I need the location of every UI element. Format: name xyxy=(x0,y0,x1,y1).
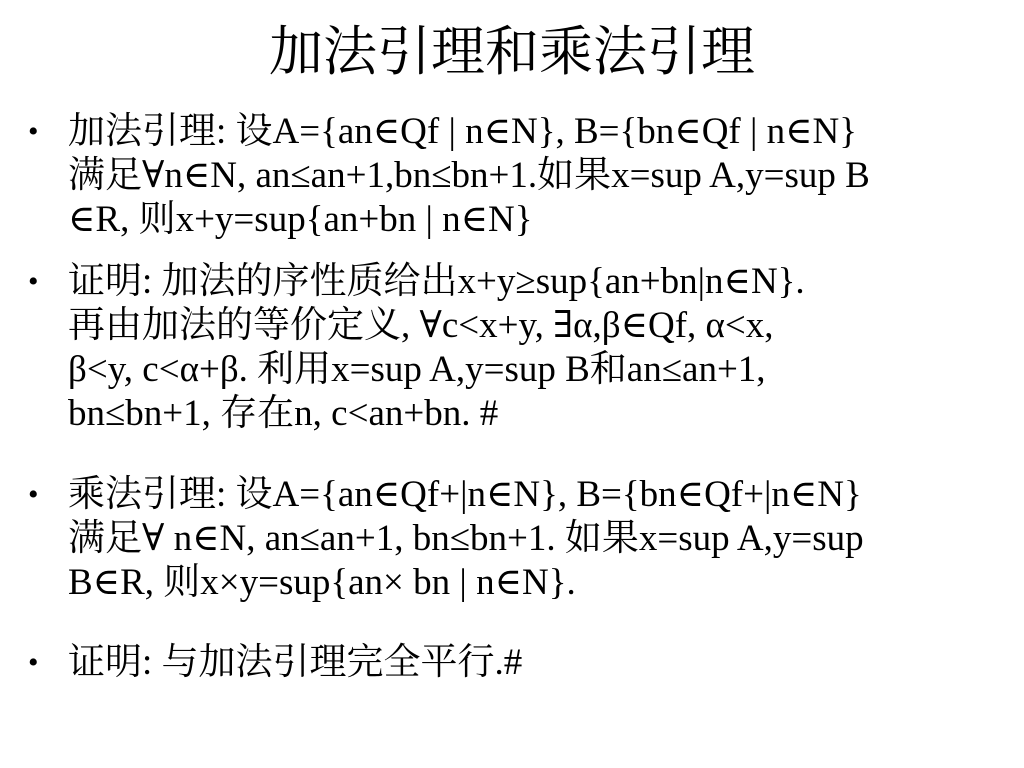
bullet-line: 证明: 加法的序性质给出x+y≥sup{an+bn|n∈N}. xyxy=(68,261,805,302)
bullet-dot: • xyxy=(28,265,39,298)
bullet-dot: • xyxy=(28,115,39,148)
bullet-line: B∈R, 则x×y=sup{an× bn | n∈N}. xyxy=(68,562,576,603)
slide-title: 加法引理和乘法引理 xyxy=(269,22,755,82)
bullet-text xyxy=(68,110,1008,242)
bullet-line: bn≤bn+1, 存在n, c<an+bn. # xyxy=(68,393,499,434)
bullet-line: ∈R, 则x+y=sup{an+bn | n∈N} xyxy=(68,199,533,240)
bullet-line: 乘法引理: 设A={an∈Qf+|n∈N}, B={bn∈Qf+|n∈N} xyxy=(68,474,862,515)
bullet-line: β<y, c<α+β. 利用x=sup A,y=sup B和an≤an+1, xyxy=(68,349,766,390)
bullet-text xyxy=(68,641,1008,685)
bullet-text xyxy=(68,473,1008,605)
bullet-line: 再由加法的等价定义, ∀c<x+y, ∃α,β∈Qf, α<x, xyxy=(68,305,774,346)
bullet-dot: • xyxy=(28,646,39,679)
bullet-line: 证明: 与加法引理完全平行.# xyxy=(68,642,523,683)
bullet-line: 满足∀n∈N, an≤an+1,bn≤bn+1.如果x=sup A,y=sup B xyxy=(68,155,870,196)
bullet-text xyxy=(68,260,1008,436)
bullet-line: 满足∀ n∈N, an≤an+1, bn≤bn+1. 如果x=sup A,y=sup xyxy=(68,518,864,559)
bullet-dot: • xyxy=(28,478,39,511)
bullet-line: 加法引理: 设A={an∈Qf | n∈N}, B={bn∈Qf | n∈N} xyxy=(68,111,858,152)
